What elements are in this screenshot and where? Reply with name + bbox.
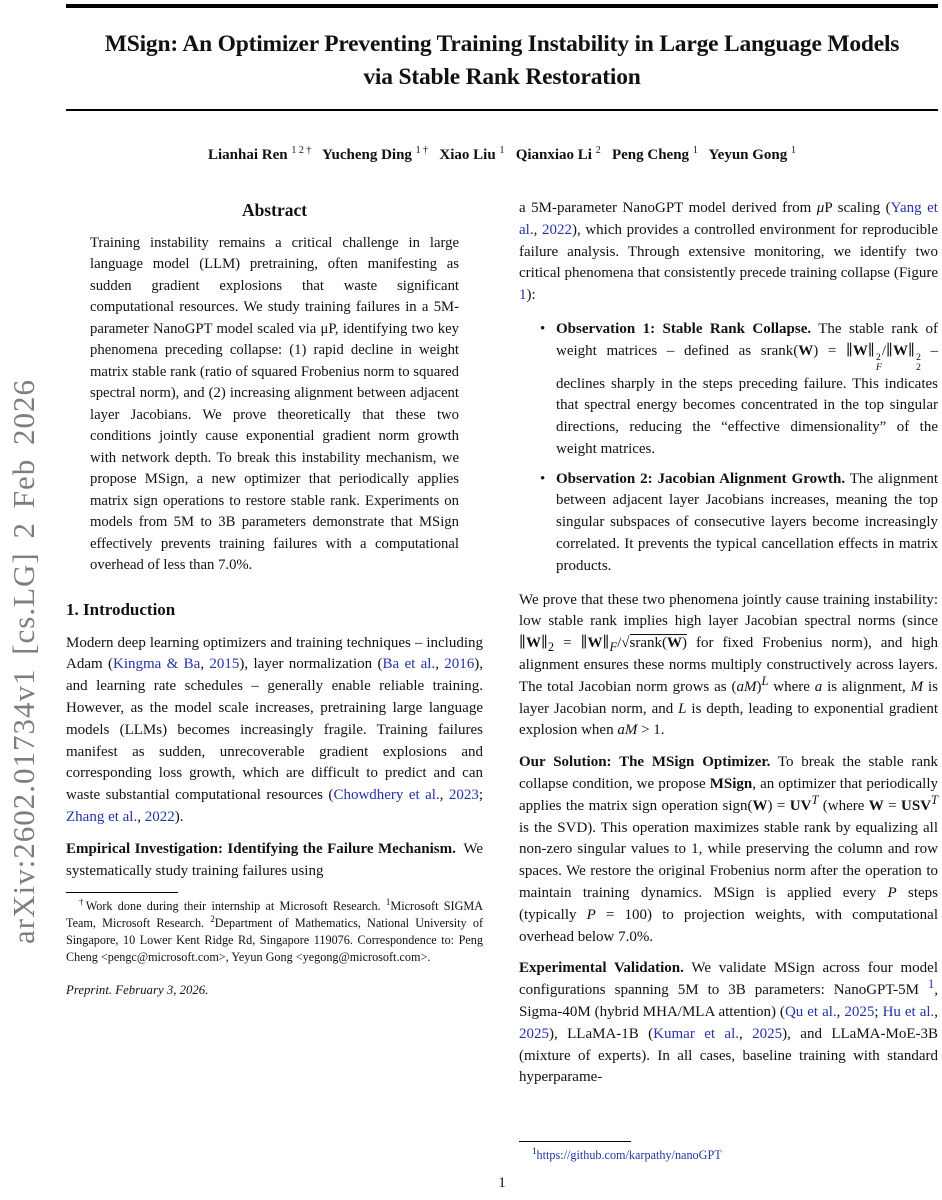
- empirical-investigation-paragraph: Empirical Investigation: Identifying the Failure Mechanism. We systematically study training failures using: [66, 840, 483, 879]
- paper-content: [66, 0, 938, 1200]
- right-footnote-block: [519, 1135, 938, 1164]
- left-column: [66, 198, 483, 1164]
- footnote-rule-left: [66, 892, 178, 893]
- continued-paragraph[interactable]: a 5M-parameter NanoGPT model derived from μP scaling (Yang et al., 2022), which provides a controlled environment for reproducible failure analysis. Through extensive monitoring, we identify two critical phenomena that consistently precede training collapse (Figure 1):: [519, 200, 939, 304]
- title-rule: [66, 109, 938, 111]
- observation-1-item: • Observation 1: Stable Rank Collapse. The stable rank of weight matrices – defined as srank(W) = ∥W∥ 2 F /∥W∥ 2 2 – declines sharply in the steps preceding failure. This indicates that spectral energy becomes concentrated in the top singular directions, reducing the “effective dimensionality” of the weight matrices.: [519, 319, 938, 461]
- page-number: 1: [498, 1175, 506, 1191]
- footnote-rule-right: [519, 1141, 631, 1142]
- paper-title-line2: via Stable Rank Restoration: [363, 64, 641, 90]
- arxiv-watermark: arXiv:2602.01734v1 [cs.LG] 2 Feb 2026: [6, 379, 41, 944]
- author-line: Lianhai Ren $^{1 2 \dagger}$ Yucheng Ding $^{1 \dagger}$ Xiao Liu $^1$ Qianxiao Li $^2$ Peng Cheng $^1$ Yeyun Gong $^1$: [207, 145, 797, 163]
- observations-list: [519, 319, 938, 586]
- paper-title: [66, 28, 938, 94]
- abstract-heading: Abstract: [241, 200, 308, 220]
- affiliation-footnote: †Work done during their internship at Microsoft Research. $^1$Microsoft SIGMA Team, Microsoft Research. $^2$Department of Mathematics, National University of Singapore, 10 Lower Kent Ridge Rd, Singapore 119076. Correspondence to: Peng Cheng <pengc@microsoft.com>, Yeyun Gong <yegong@microsoft.com>.: [66, 897, 484, 965]
- paper-title-line1: MSign: An Optimizer Preventing Training Instability in Large Language Models: [104, 31, 900, 57]
- proof-paragraph: We prove that these two phenomena jointly cause training instability: low stable rank implies high layer Jacobian spectral norms (since $\parallel W\parallel_2$ = $\parallel W\parallel_F/√srank(W)$ for fixed Frobenius norm), and high alignment ensures these norms multiply constructively across layers. The total Jacobian norm grows as (aM)$^L$ where a is alignment, M is layer Jacobian norm, and L is depth, leading to exponential gradient explosion when aM > 1.: [519, 591, 939, 739]
- section-heading-introduction: 1. Introduction: [66, 599, 176, 619]
- observation-2-item: • Observation 2: Jacobian Alignment Growth. The alignment between adjacent layer Jacobians increases, meaning the top singular subspaces of consecutive layers become increasingly correlated. It prevents the typical cancellation effects in matrix products.: [519, 469, 938, 578]
- right-column: [519, 198, 938, 1164]
- solution-paragraph: Our Solution: The MSign Optimizer. To break the stable rank collapse condition, we propose MSign, an optimizer that periodically applies the matrix sign operation sign(W) = $UV^T$ (where $W = USV^T$ is the SVD). This operation maximizes stable rank by equalizing all non-zero singular values to 1, while preserving the column and row spaces. We restore the original Frobenius norm after the operation to maintain training dynamics. MSign is applied every P steps (typically P = 100) to projection weights, with computational overhead below 7.0%.: [519, 754, 938, 945]
- validation-paragraph[interactable]: Experimental Validation. We validate MSign across four model configurations spanning 5M to 3B parameters: NanoGPT-5M $^1$, Sigma-40M (hybrid MHA/MLA attention) (Qu et al., 2025; Hu et al., 2025), LLaMA-1B (Kumar et al., 2025), and LLaMA-MoE-3B (mixture of experts). In all cases, baseline training with standard hyperparame-: [519, 960, 939, 1086]
- preprint-date-note: Preprint. February 3, 2026.: [66, 982, 209, 997]
- abstract-text: Training instability remains a critical challenge in large language model (LLM) pretraining, often manifesting as sudden gradient explosions that waste significant computational resources. We study training failures in a 5M-parameter NanoGPT model scaled via μP, identifying two key phenomena preceding collapse: (1) rapid decline in weight matrix stable rank (ratio of squared Frobenius norm to squared spectral norm), and (2) increasing alignment between adjacent layer Jacobians. We prove theoretically that these two conditions jointly cause exponential gradient norm growth with network depth. To break this instability mechanism, we propose MSign, a new optimizer that periodically applies matrix sign operations to restore stable rank. Experiments on models from 5M to 3B parameters demonstrate that MSign effectively prevents training failures with a computational overhead of less than 7.0%.: [90, 234, 459, 574]
- introduction-paragraph[interactable]: Modern deep learning optimizers and training techniques – including Adam (Kingma & Ba, 2015), layer normalization (Ba et al., 2016), and learning rate schedules – generally enable reliable training. However, as the model scale increases, pretraining large language models (LLMs) becomes increasingly fragile. Training failures manifest as sudden, unrecoverable gradient explosions and corresponding loss growth, which are difficult to predict and can waste substantial computational resources (Chowdhery et al., 2023; Zhang et al., 2022).: [66, 634, 484, 825]
- top-rule: [66, 4, 938, 8]
- github-url-footnote[interactable]: $^1$https://github.com/karpathy/nanoGPT: [532, 1146, 722, 1163]
- two-column-body: [66, 198, 938, 1164]
